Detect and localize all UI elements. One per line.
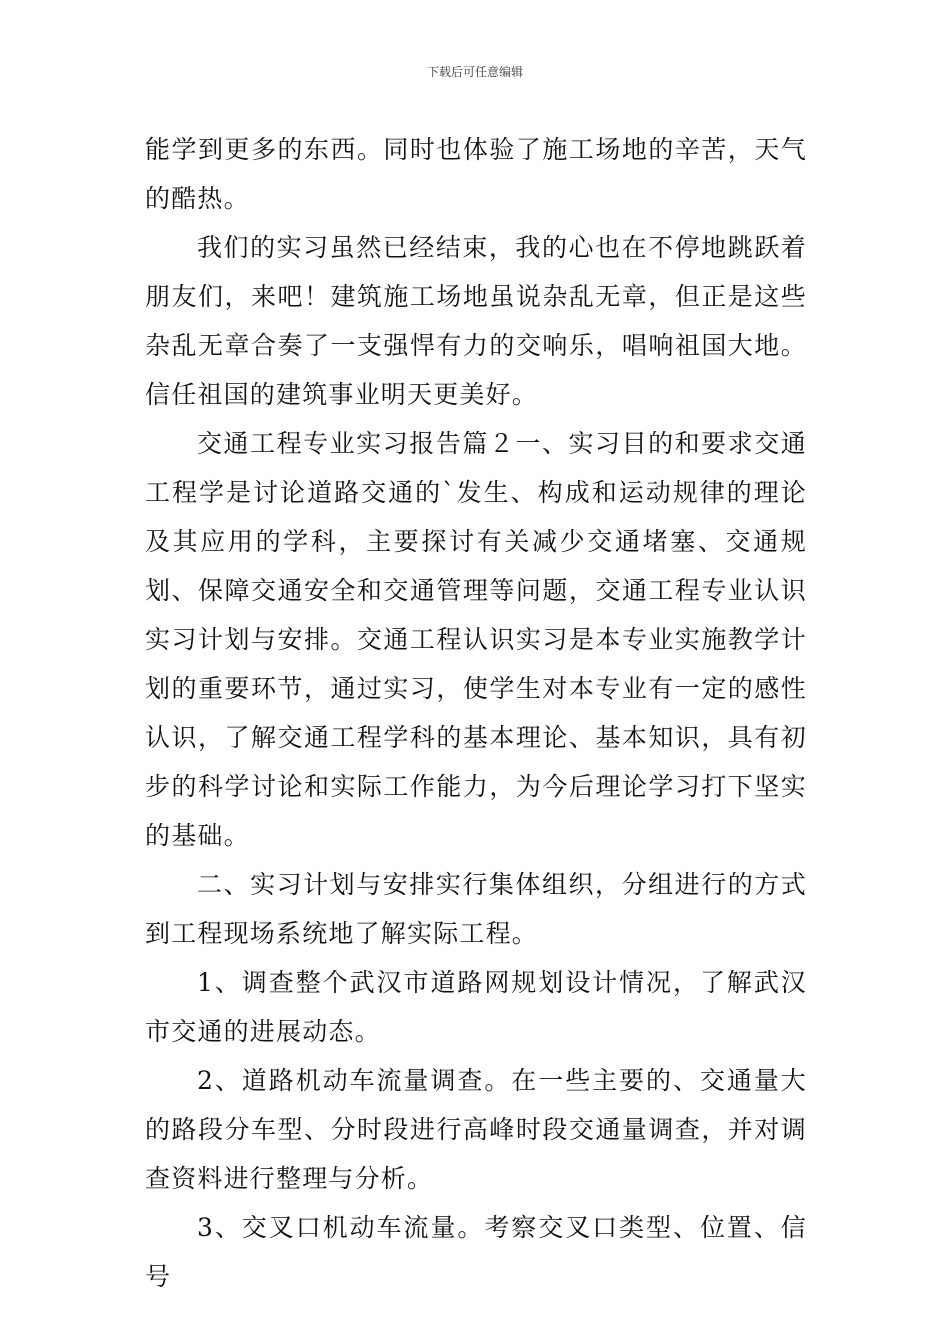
paragraph-2: 我们的实习虽然已经结束，我的心也在不停地跳跃着朋友们，来吧！建筑施工场地虽说杂乱无章，但正是这些杂乱无章合奏了一支强悍有力的交响乐，唱响祖国大地。信任祖国的建筑事业明天更美好。 [145, 233, 807, 409]
paragraph-3: 交通工程专业实习报告篇２一、实习目的和要求交通工程学是讨论道路交通的`发生、构成和运动规律的理论及其应用的学科，主要探讨有关减少交通堵塞、交通规划、保障交通安全和交通管理等问题，交通工程专业认识实习计划与安排。交通工程认识实习是本专业实施教学计划的重要环节，通过实习，使学生对本专业有一定的感性认识，了解交通工程学科的基本理论、基本知识，具有初步的科学讨论和实际工作能力，为今后理论学习打下坚实的基础。 [145, 429, 807, 850]
document-body [145, 125, 807, 1301]
paragraph-5: 1、调查整个武汉市道路网规划设计情况，了解武汉市交通的进展动态。 [145, 968, 807, 1046]
paragraph-6: 2、道路机动车流量调查。在一些主要的、交通量大的路段分车型、分时段进行高峰时段交通量调查，并对调查资料进行整理与分析。 [145, 1066, 807, 1193]
paragraph-4: 二、实习计划与安排实行集体组织，分组进行的方式到工程现场系统地了解实际工程。 [145, 870, 807, 948]
paragraph-7: 3、交叉口机动车流量。考察交叉口类型、位置、信号 [145, 1213, 807, 1291]
paragraph-1: 能学到更多的东西。同时也体验了施工场地的辛苦，天气的酷热。 [145, 135, 807, 213]
page-header-note: 下载后可任意编辑 [426, 65, 523, 79]
